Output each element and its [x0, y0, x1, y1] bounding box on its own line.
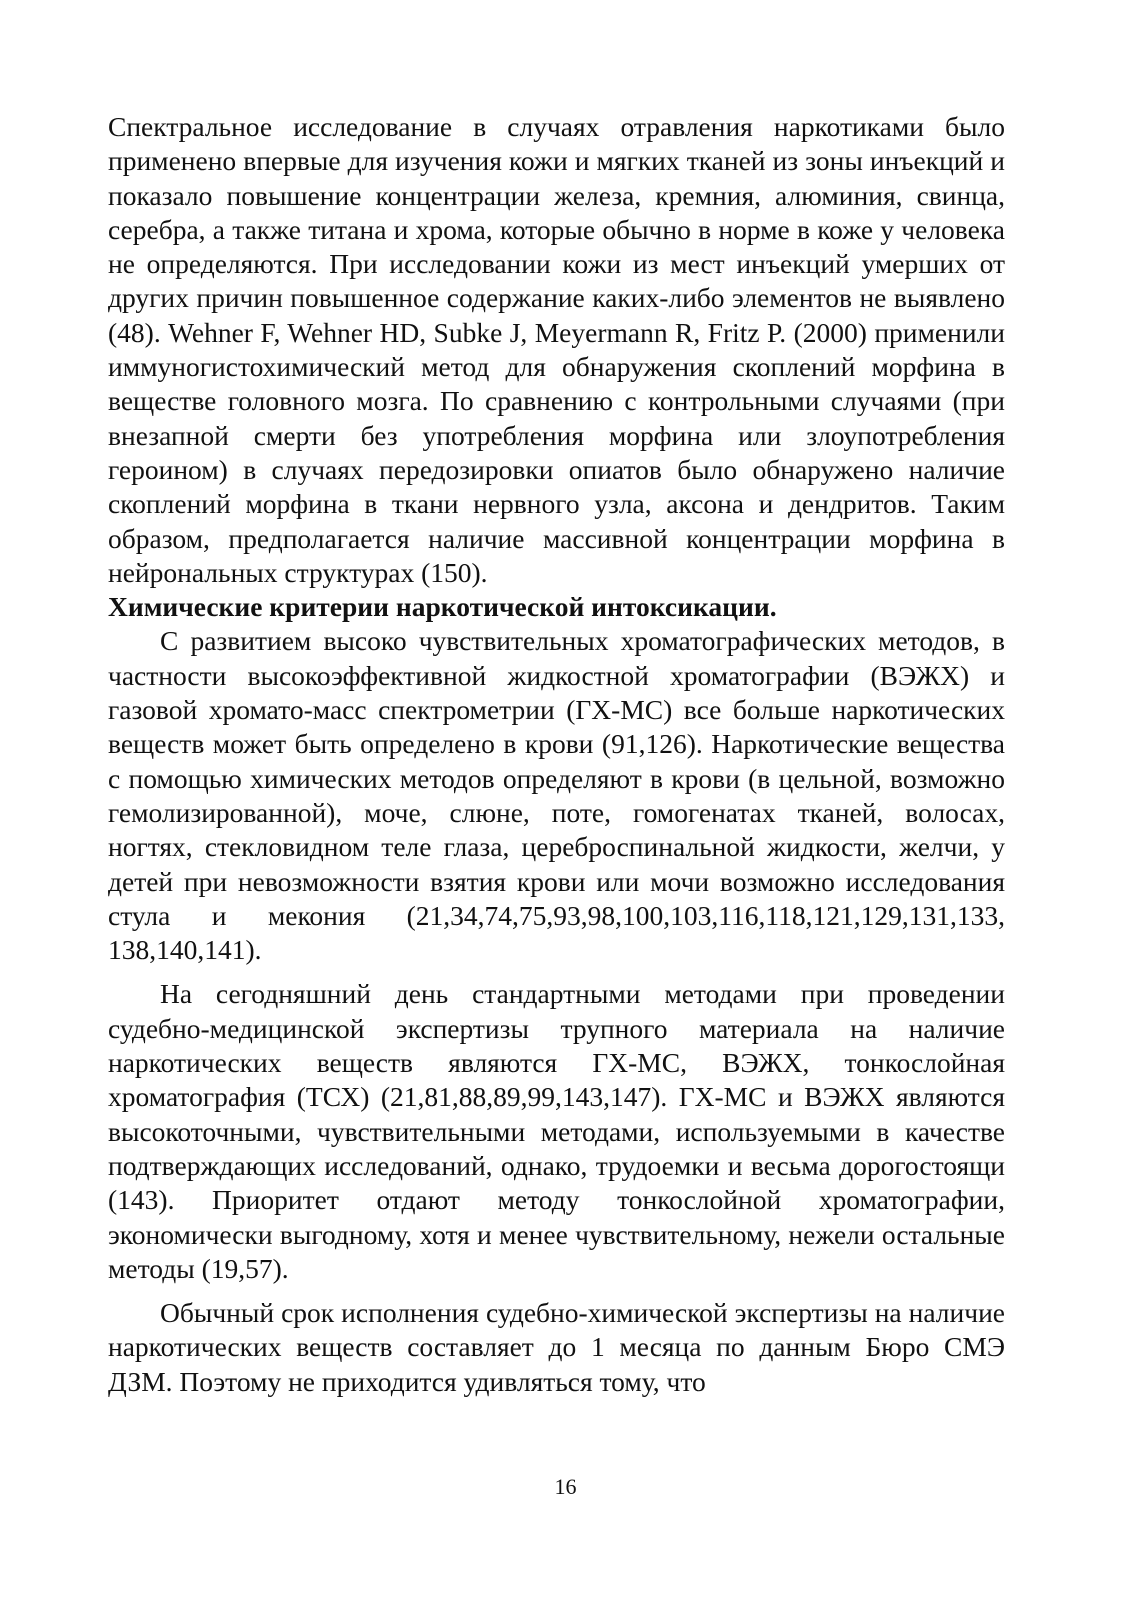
- document-page: [108, 110, 1005, 1399]
- paragraph-expertise-term: Обычный срок исполнения судебно-химической экспертизы на наличие наркотических веществ составляет до 1 месяца по данным Бюро СМЭ ДЗМ. Поэтому не приходится удивляться тому, что: [108, 1297, 1005, 1397]
- paragraph-standard-methods: На сегодняшний день стандартными методами при проведении судебно-медицинской экспертизы трупного материала на наличие наркотических веществ являются ГХ-МС, ВЭЖХ, тонкослойная хроматография (ТСХ) (21,81,88,89,99,143,147). ГХ-МС и ВЭЖХ являются высокоточными, чувствительными методами, используемыми в качестве подтверждающих исследований, однако, трудоемки и весьма дорогостоящи (143). Приоритет отдают методу тонкослойной хроматографии, экономически выгодному, хотя и менее чувствительному, нежели остальные методы (19,57).: [108, 978, 1005, 1284]
- paragraph-spectral-study: Спектральное исследование в случаях отравления наркотиками было применено впервые для изучения кожи и мягких тканей из зоны инъекций и показало повышение концентрации железа, кремния, алюминия, свинца, серебра, а также титана и хрома, которые обычно в норме в коже у человека не определяются. При исследовании кожи из мест инъекций умерших от других причин повышенное содержание каких-либо элементов не выявлено (48). Wehner F, Wehner HD, Subke J, Meyermann R, Fritz P. (2000) применили иммуногистохимический метод для обнаружения скоплений морфина в веществе головного мозга. По сравнению с контрольными случаями (при внезапной смерти без употребления морфина или злоупотребления героином) в случаях передозировки опиатов было обнаружено наличие скоплений морфина в ткани нервного узла, аксона и дендритов. Таким образом, предполагается наличие массивной концентрации морфина в нейрональных структурах (150).: [108, 111, 1005, 588]
- paragraph-chromatography-methods: С развитием высоко чувствительных хроматографических методов, в частности высокоэффективной жидкостной хроматографии (ВЭЖХ) и газовой хромато-масс спектрометрии (ГХ-МС) все больше наркотических веществ может быть определено в крови (91,126). Наркотические вещества с помощью химических методов определяют в крови (в цельной, возможно гемолизированной), моче, слюне, поте, гомогенатах тканей, волосах, ногтях, стекловидном теле глаза, цереброспинальной жидкости, желчи, у детей при невозможности взятия крови или мочи возможно исследования стула и мекония (21,34,74,75,93,98,100,103,116,118,121,129,131,133, 138,140,141).: [108, 625, 1005, 966]
- page-number: 16: [554, 1474, 577, 1499]
- section-heading: Химические критерии наркотической интоксикации.: [108, 591, 777, 623]
